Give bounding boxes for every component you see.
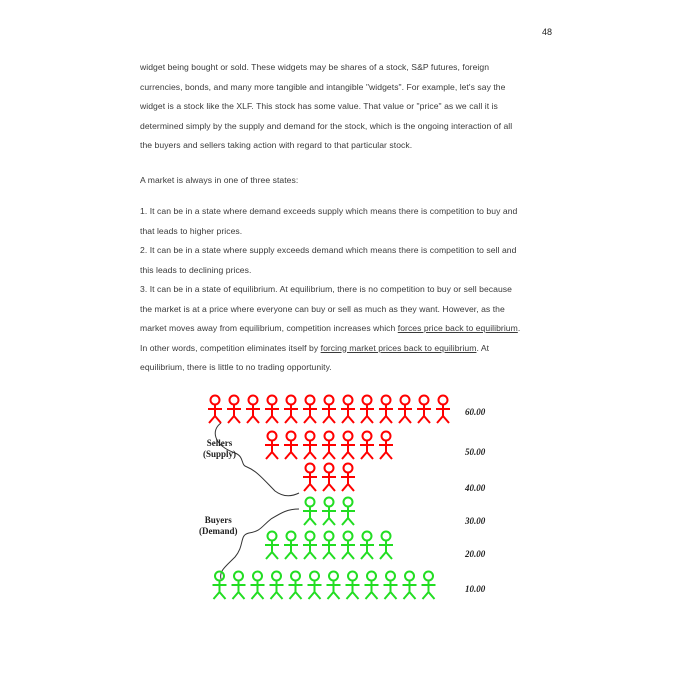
seller-figure-icon (341, 464, 355, 492)
seller-figure-icon (265, 432, 279, 460)
list-line: 3. It can be in a state of equilibrium. At equilibrium, there is no competition to buy or sell because (140, 284, 512, 294)
seller-figure-icon (341, 396, 355, 424)
buyer-figure-icon (265, 532, 279, 560)
seller-figure-icon (436, 396, 450, 424)
seller-figure-icon (379, 432, 393, 460)
buyers-label-line: (Demand) (199, 526, 238, 536)
underlined-phrase: forcing market prices back to equilibrium (320, 342, 477, 353)
seller-figure-icon (360, 432, 374, 460)
buyer-figure-icon (322, 532, 336, 560)
buyer-figure-icon (232, 572, 246, 600)
price-label-50: 50.00 (465, 447, 486, 457)
buyer-figure-icon (403, 572, 417, 600)
list-line (140, 339, 560, 359)
list-line: equilibrium, there is little to no trading opportunity. (140, 362, 332, 372)
sellers-label (203, 438, 236, 460)
buyer-figure-icon (341, 532, 355, 560)
buyer-figure-icon (322, 498, 336, 526)
seller-figure-icon (322, 396, 336, 424)
price-label-20: 20.00 (465, 549, 486, 559)
buyers-label (199, 515, 238, 537)
seller-figure-icon (322, 464, 336, 492)
buyer-figure-icon (384, 572, 398, 600)
price-label-10: 10.00 (465, 584, 486, 594)
seller-figure-icon (303, 432, 317, 460)
buyer-figure-icon (251, 572, 265, 600)
buyer-figure-icon (308, 572, 322, 600)
list-line: that leads to higher prices. (140, 225, 243, 236)
buyer-figure-icon (360, 532, 374, 560)
buyer-figure-icon (422, 572, 436, 600)
seller-figure-icon (284, 432, 298, 460)
seller-figure-icon (379, 396, 393, 424)
seller-figure-icon (322, 432, 336, 460)
buyer-figure-icon (284, 532, 298, 560)
seller-figure-icon (360, 396, 374, 424)
seller-figure-icon (246, 396, 260, 424)
seller-figure-icon (303, 396, 317, 424)
paragraph-intro: A market is always in one of three states: (140, 175, 299, 185)
text: market moves away from equilibrium, competition increases which (140, 323, 398, 333)
buyer-figure-icon (289, 572, 303, 600)
text-line: widget is a stock like the XLF. This stock has some value. That value or "price" as we call it is (140, 101, 498, 111)
buyer-figure-icon (346, 572, 360, 600)
underlined-phrase: forces price back to equilibrium (397, 323, 518, 333)
price-label-30: 30.00 (465, 516, 486, 526)
list-line: this leads to declining prices. (140, 264, 252, 275)
list-line: 2. It can be in a state where supply exceeds demand which means there is competition to sell and (140, 245, 517, 255)
text-line: the buyers and sellers taking action with regard to that particular stock. (140, 140, 413, 150)
buyer-figure-icon (303, 532, 317, 560)
text: In other words, competition eliminates itself by (140, 342, 321, 353)
seller-figure-icon (303, 464, 317, 492)
buyer-figure-icon (379, 532, 393, 560)
seller-figure-icon (227, 396, 241, 424)
text-line: currencies, bonds, and many more tangible and intangible "widgets". For example, let's say the (140, 81, 506, 92)
seller-figure-icon (284, 396, 298, 424)
seller-figure-icon (341, 432, 355, 460)
buyer-figure-icon (303, 498, 317, 526)
buyer-figure-icon (327, 572, 341, 600)
buyer-figure-icon (341, 498, 355, 526)
stick-figures (195, 385, 525, 615)
supply-demand-diagram (195, 385, 525, 615)
price-label-40: 40.00 (465, 483, 486, 493)
market-states-list (140, 202, 560, 378)
buyer-figure-icon (270, 572, 284, 600)
page-number: 48 (542, 27, 553, 37)
text: . At (476, 342, 490, 353)
paragraph-widgets (140, 58, 560, 156)
buyers-label-line: Buyers (204, 515, 232, 525)
buyer-figure-icon (365, 572, 379, 600)
seller-figure-icon (417, 396, 431, 424)
seller-figure-icon (265, 396, 279, 424)
text-line: determined simply by the supply and demand for the stock, which is the ongoing interaction of all (140, 120, 513, 131)
seller-figure-icon (208, 396, 222, 424)
text: . (517, 323, 521, 333)
list-line: the market is at a price where everyone can buy or sell as much as they want. However, as the (140, 303, 505, 314)
seller-figure-icon (398, 396, 412, 424)
sellers-label-line: (Supply) (203, 449, 237, 459)
buyer-figure-icon (213, 572, 227, 600)
price-label-60: 60.00 (465, 407, 486, 417)
list-line: 1. It can be in a state where demand exceeds supply which means there is competition to buy and (140, 206, 518, 216)
list-line (140, 319, 560, 339)
text-line: widget being bought or sold. These widgets may be shares of a stock, S&P futures, foreign (140, 62, 490, 72)
sellers-label-line: Sellers (206, 438, 233, 448)
